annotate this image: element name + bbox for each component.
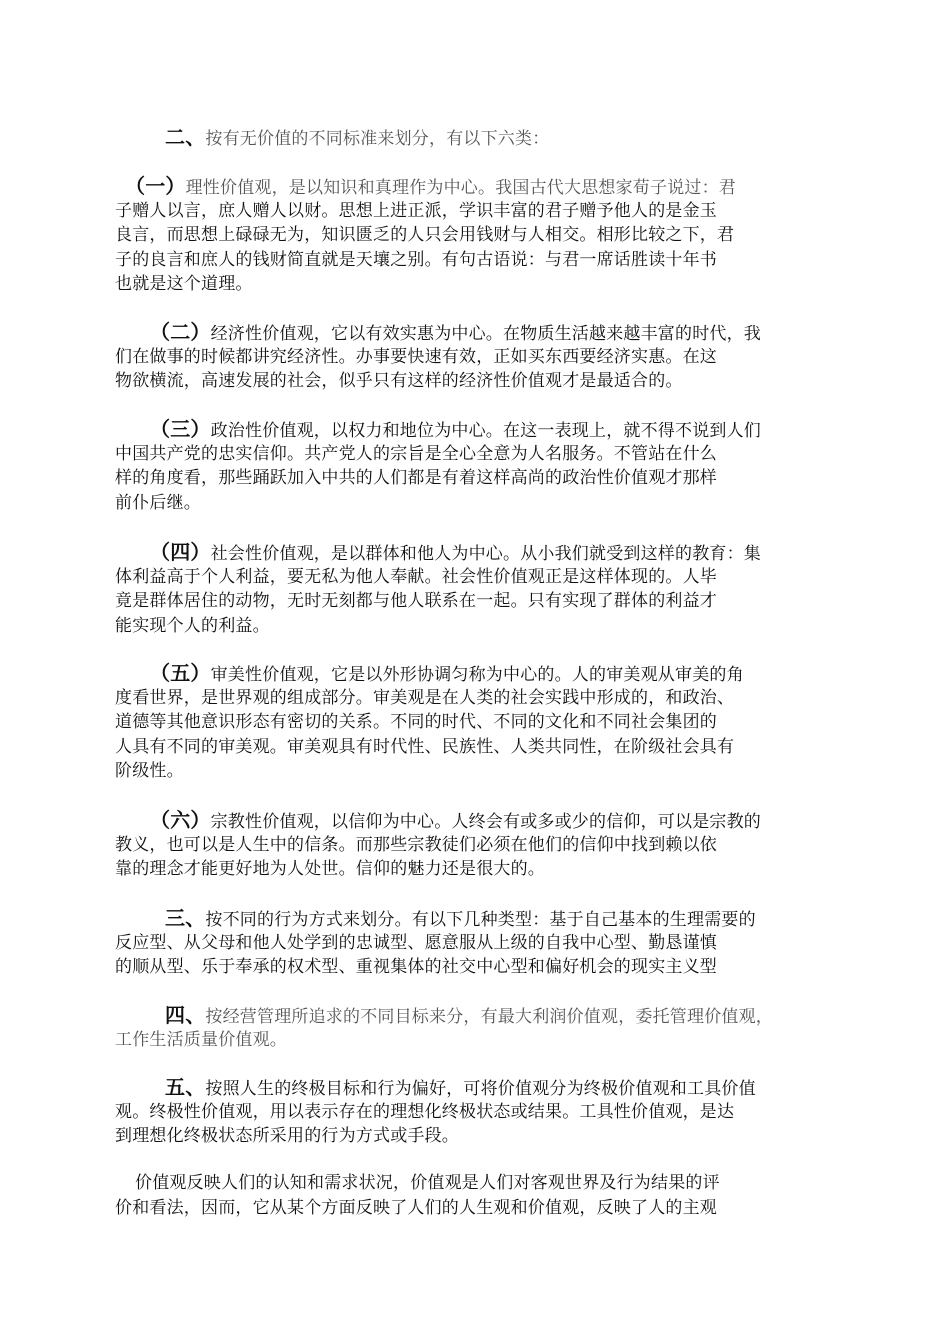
paragraph-line: 按有无价值的不同标准来划分，有以下六类：	[205, 129, 550, 149]
paragraph-line: 前仆后继。	[115, 492, 201, 513]
paragraph-line: 子的良言和庶人的钱财简直就是天壤之别。有句古语说：与君一席话胜读十年书	[115, 249, 717, 270]
paragraph-political-value	[115, 417, 815, 515]
paragraph-line: 人具有不同的审美观。审美观具有时代性、民族性、人类共同性，在阶级社会具有	[115, 736, 735, 757]
paragraph-line: 道德等其他意识形态有密切的关系。不同的时代、不同的文化和不同社会集团的	[115, 712, 717, 732]
paragraph-economic-value	[115, 320, 815, 394]
section-number: 二、	[165, 125, 206, 149]
paragraph-line: 宗教性价值观，以信仰为中心。人终会有或多或少的信仰，可以是宗教的	[210, 812, 762, 832]
paragraph-line: 理性价值观，是以知识和真理作为中心。我国古代大思想家荀子说过：君	[185, 178, 737, 198]
paragraph-religious-value	[115, 808, 815, 882]
paragraph-line: 观。终极性价值观，用以表示存在的理想化终极状态或结果。工具性价值观，是达	[115, 1101, 735, 1122]
paragraph-line: 社会性价值观，是以群体和他人为中心。从小我们就受到这样的教育：集	[210, 544, 762, 564]
paragraph-line: 按不同的行为方式来划分。有以下几种类型：基于自己基本的生理需要的	[205, 910, 756, 930]
section-number: 四、	[165, 1003, 206, 1027]
paragraph-line: 们在做事的时候都讲究经济性。办事要快速有效，正如买东西要经济实惠。在这	[115, 346, 717, 367]
section-four-paragraph	[115, 1003, 815, 1052]
paragraph-line: 体利益高于个人利益，要无私为他人奉献。社会性价值观正是这样体现的。人毕	[115, 566, 717, 587]
item-number: （五）	[150, 661, 211, 685]
paragraph-line: 也就是这个道理。	[115, 274, 253, 294]
item-number: （一）	[125, 174, 186, 198]
paragraph-line: 靠的理念才能更好地为人处世。信仰的魅力还是很大的。	[115, 859, 545, 879]
paragraph-line: 按照人生的终极目标和行为偏好，可将价值观分为终极价值观和工具价值	[205, 1079, 756, 1099]
paragraph-line: 样的角度看，那些踊跃加入中共的人们都是有着这样高尚的政治性价值观才那样	[115, 468, 717, 488]
paragraph-line: 子赠人以言，庶人赠人以财。思想上进正派，学识丰富的君子赠予他人的是金玉	[115, 200, 717, 221]
paragraph-line: 良言，而思想上碌碌无为，知识匮乏的人只会用钱财与人相交。相形比较之下，君	[115, 225, 735, 245]
section-five-paragraph	[115, 1075, 815, 1149]
paragraph-line: 阶级性。	[115, 761, 184, 781]
paragraph-line: 中国共产党的忠实信仰。共产党人的宗旨是全心全意为人名服务。不管站在什么	[115, 443, 717, 464]
paragraph-line: 反应型、从父母和他人处学到的忠诚型、愿意服从上级的自我中心型、勤恳谨慎	[115, 932, 717, 953]
paragraph-line: 工作生活质量价值观。	[115, 1029, 287, 1050]
section-three-paragraph	[115, 906, 815, 980]
item-number: （四）	[150, 540, 211, 564]
paragraph-line: 按经营管理所追求的不同目标来分，有最大利润价值观，委托管理价值观，	[205, 1007, 774, 1027]
paragraph-line: 到理想化终极状态所采用的行为方式或手段。	[115, 1126, 459, 1146]
paragraph-line: 教义，也可以是人生中的信条。而那些宗教徒们必须在他们的信仰中找到赖以依	[115, 834, 717, 855]
paragraph-line: 价和看法，因而，它从某个方面反映了人们的人生观和价值观，反映了人的主观	[115, 1197, 717, 1218]
item-number: （六）	[150, 808, 211, 832]
paragraph-line: 的顺从型、乐于奉承的权术型、重视集体的社交中心型和偏好机会的现实主义型	[115, 957, 717, 977]
section-number: 五、	[165, 1075, 206, 1099]
paragraph-aesthetic-value	[115, 661, 815, 784]
paragraph-line: 价值观反映人们的认知和需求状况，价值观是人们对客观世界及行为结果的评	[135, 1173, 720, 1193]
paragraph-line: 经济性价值观，它以有效实惠为中心。在物质生活越来越丰富的时代，我	[210, 324, 762, 344]
paragraph-line: 竟是群体居住的动物，无时无刻都与他人联系在一起。只有实现了群体的利益才	[115, 591, 717, 611]
paragraph-line: 能实现个人的利益。	[115, 615, 270, 636]
paragraph-line: 审美性价值观，它是以外形协调匀称为中心的。人的审美观从审美的角	[210, 665, 744, 685]
item-number: （三）	[150, 417, 211, 441]
paragraph-line: 物欲横流，高速发展的社会，似乎只有这样的经济性价值观才是最适合的。	[115, 371, 683, 391]
paragraph-rational-value	[115, 174, 825, 297]
paragraph-social-value	[115, 540, 815, 638]
paragraph-line: 度看世界，是世界观的组成部分。审美观是在人类的社会实践中形成的，和政治、	[115, 687, 735, 708]
item-number: （二）	[150, 320, 211, 344]
section-two-heading	[165, 125, 865, 150]
paragraph-line: 政治性价值观，以权力和地位为中心。在这一表现上，就不得不说到人们	[210, 421, 762, 441]
section-number: 三、	[165, 906, 206, 930]
closing-paragraph	[115, 1171, 815, 1220]
